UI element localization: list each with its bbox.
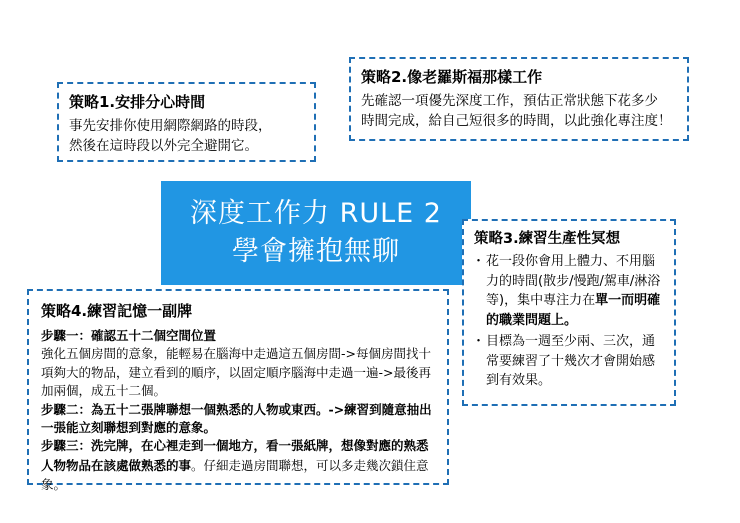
strategy-4-title: 策略4.練習記憶一副牌 bbox=[41, 302, 193, 320]
strategy-2-line-2: 時間完成，給自己短很多的時間，以此強化專注度！ bbox=[361, 113, 672, 129]
bullet-2-seg-3: 始感到有效果。 bbox=[486, 353, 656, 389]
strategy-2-title: 策略2.像老羅斯福那樣工作 bbox=[361, 68, 543, 86]
bullet-1-seg-5: 而明確的職業問題上。 bbox=[486, 293, 661, 328]
bullet-2-seg-1: 目標為一週至少兩、三次， bbox=[486, 334, 643, 350]
strategy-3-bullet-1 bbox=[474, 252, 664, 330]
strategy-2-line-1: 先確認一項優先深度工作，預估正常狀態下花多少 bbox=[361, 92, 658, 109]
bullet-1-seg-3: 淋浴等)，集中專注力在 bbox=[486, 273, 661, 309]
strategy-card-1 bbox=[57, 82, 316, 162]
step-3-text: 。仔細走過房間聯想，可以多走幾次鎖住意象。 bbox=[41, 457, 429, 493]
step-3-head: 步驟三：洗完牌，在心裡走到一個地方，看一張紙牌，想像對應的熟悉人物物品在該處做熟悉的事 bbox=[41, 438, 429, 473]
strategy-3-bullets bbox=[474, 252, 664, 391]
bullet-2-seg-2: 通常要練習了十幾次才會開 bbox=[486, 334, 656, 369]
strategy-1-title: 策略1.安排分心時間 bbox=[69, 93, 206, 111]
step-1-text: 強化五個房間的意象，能輕易在腦海中走過這五個房間->每個房間找十項夠大的物品，建立看到的順序，以固定順序腦海中走過一遍->最後再加兩個，成五十二個。 bbox=[41, 345, 431, 399]
strategy-4-body bbox=[41, 327, 435, 496]
strategy-card-4 bbox=[27, 289, 449, 493]
strategy-3-body bbox=[474, 252, 664, 391]
strategy-4-step-3 bbox=[41, 437, 435, 496]
center-banner bbox=[161, 181, 471, 285]
bullet-1-seg-4: 單一 bbox=[595, 293, 622, 309]
strategy-card-2 bbox=[349, 57, 689, 141]
strategy-1-body bbox=[69, 116, 304, 157]
step-1-head: 步驟一：確認五十二個空間位置 bbox=[41, 327, 217, 343]
strategy-3-title: 策略3.練習生產性冥想 bbox=[474, 231, 621, 247]
bullet-1-seg-1: 花一段你會用上體力、不用 bbox=[486, 254, 643, 270]
bullet-1-seg-2: 腦力的時間(散步/慢跑/駕車/ bbox=[486, 254, 656, 289]
strategy-4-step-2 bbox=[41, 401, 435, 437]
strategy-1-line-1: 事先安排你使用網際網路的時段， bbox=[69, 117, 272, 134]
banner-line-1: 深度工作力 RULE 2 bbox=[190, 197, 442, 229]
strategy-card-3 bbox=[462, 219, 676, 406]
strategy-1-line-2: 然後在這時段以外完全避開它。 bbox=[69, 138, 258, 154]
strategy-4-step-1 bbox=[41, 327, 435, 401]
step-2-head: 步驟二：為五十二張牌聯想一個熟悉的人物或東西。->練習到隨意抽出一張能立刻聯想到對應的意象。 bbox=[41, 402, 432, 436]
banner-line-2: 學會擁抱無聊 bbox=[232, 236, 400, 267]
strategy-2-body bbox=[361, 91, 677, 132]
strategy-3-bullet-2 bbox=[474, 332, 664, 391]
